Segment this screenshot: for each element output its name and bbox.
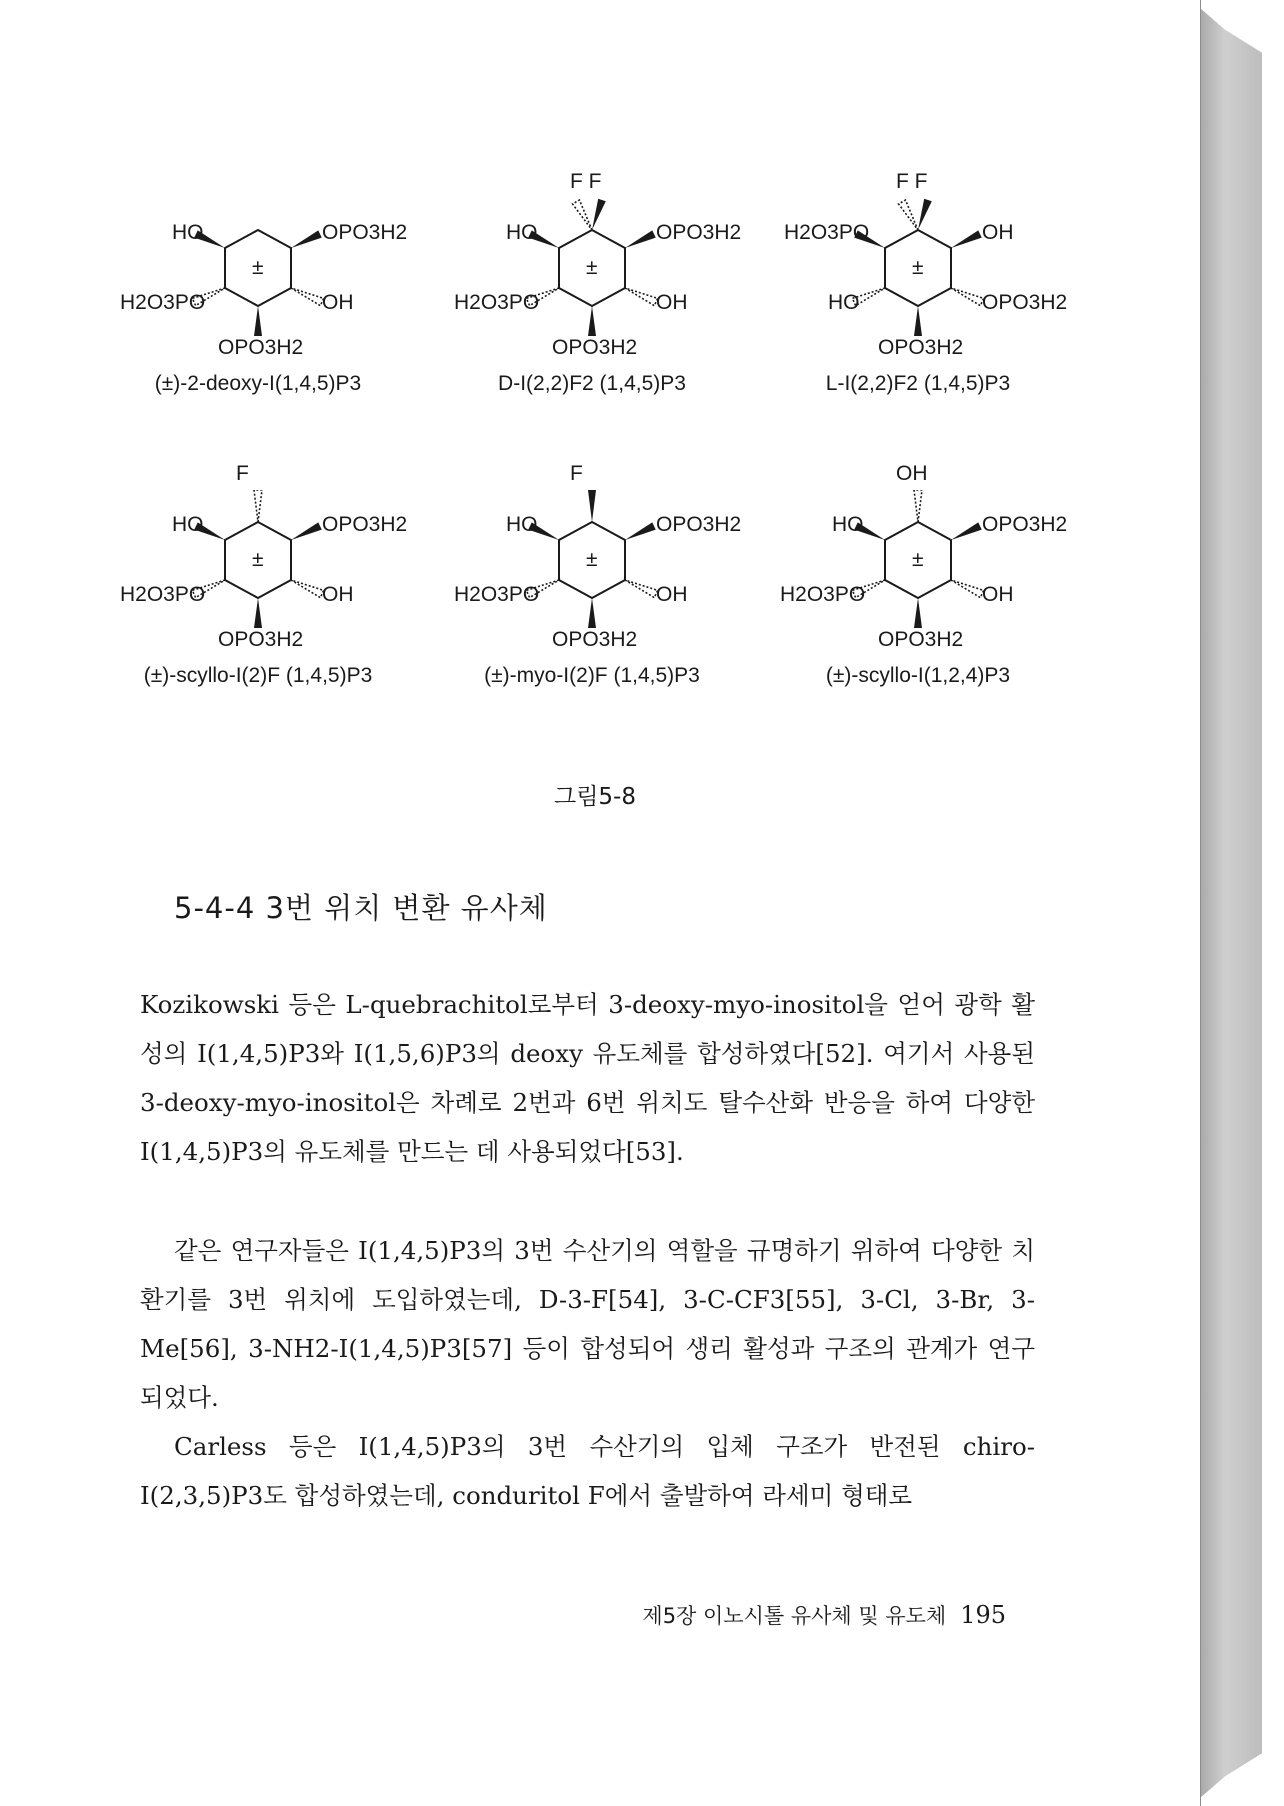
substituent-bottom: OPO3H2 — [878, 628, 964, 651]
racemic-mark: ± — [586, 256, 598, 279]
substituent-upper-right: OPO3H2 — [656, 221, 742, 244]
substituent-upper-left: HO — [506, 221, 538, 244]
substituent-top: F F — [570, 170, 602, 193]
bottom-wedge — [588, 598, 596, 628]
racemic-mark: ± — [586, 548, 598, 571]
bottom-wedge — [254, 598, 262, 628]
top-fluoro-wedge — [592, 199, 606, 230]
substituent-top: OH — [896, 462, 928, 485]
molecule-6 — [758, 462, 1078, 690]
substituent-lower-right: OH — [656, 291, 688, 314]
racemic-mark: ± — [912, 256, 924, 279]
footer-chapter-title: 제5장 이노시톨 유사체 및 유도체 — [642, 1604, 947, 1628]
substituent-bottom: OPO3H2 — [552, 336, 638, 359]
compound-name: (±)-myo-I(2)F (1,4,5)P3 — [484, 664, 700, 687]
substituent-lower-right: OH — [656, 583, 688, 606]
lower-right-hash — [951, 580, 984, 598]
lower-right-hash — [625, 580, 658, 598]
molecule-2 — [432, 170, 752, 398]
substituent-bottom: OPO3H2 — [218, 628, 304, 651]
top-hash — [914, 490, 922, 522]
racemic-mark: ± — [912, 548, 924, 571]
upper-right-wedge — [625, 522, 656, 540]
substituent-bottom: OPO3H2 — [552, 628, 638, 651]
substituent-upper-left: HO — [172, 221, 204, 244]
substituent-lower-right: OH — [322, 583, 354, 606]
book-edge-shadow — [1200, 8, 1262, 1798]
substituent-upper-right: OPO3H2 — [322, 221, 408, 244]
lower-right-hash — [291, 580, 324, 598]
molecule-5 — [432, 462, 752, 690]
substituent-lower-left: H2O3PO — [454, 583, 540, 606]
substituent-bottom: OPO3H2 — [218, 336, 304, 359]
substituent-lower-right: OH — [982, 583, 1014, 606]
figure-caption: 그림5-8 — [553, 784, 636, 810]
lower-right-hash — [625, 288, 658, 306]
molecule-4 — [98, 462, 418, 690]
compound-name: D-I(2,2)F2 (1,4,5)P3 — [498, 372, 686, 395]
substituent-lower-left: H2O3PO — [120, 583, 206, 606]
substituent-lower-left: HO — [828, 291, 860, 314]
bottom-wedge — [588, 306, 596, 336]
upper-right-wedge — [291, 230, 322, 248]
upper-right-wedge — [291, 522, 322, 540]
upper-right-wedge — [625, 230, 656, 248]
substituent-upper-left: H2O3PO — [784, 221, 870, 244]
paragraph-3: Carless 등은 I(1,4,5)P3의 3번 수산기의 입체 구조가 반전된 chiro-I(2,3,5)P3도 합성하였는데, conduritol F에서 출발하여 라세미 형태로 — [140, 1432, 1035, 1510]
compound-name: L-I(2,2)F2 (1,4,5)P3 — [825, 372, 1011, 395]
substituent-top: F — [570, 462, 583, 485]
substituent-upper-left: HO — [172, 513, 204, 536]
top-fluoro-hash — [573, 200, 592, 230]
substituent-upper-left: HO — [832, 513, 864, 536]
top-fluoro-hash — [899, 200, 918, 230]
substituent-upper-right: OPO3H2 — [982, 513, 1068, 536]
page-number: 195 — [960, 1601, 1006, 1629]
substituent-upper-right: OH — [982, 221, 1014, 244]
compound-name: (±)-2-deoxy-I(1,4,5)P3 — [154, 372, 362, 395]
paragraph-2: 같은 연구자들은 I(1,4,5)P3의 3번 수산기의 역할을 규명하기 위하여 다양한 치환기를 3번 위치에 도입하였는데, D-3-F[54], 3-C-CF3[55], 3-Cl, 3-Br, 3-Me[56], 3-NH2-I(1,4,5)P3[57] 등이 합성되어 생리 활성과 구조의 관계가 연구되었다. — [140, 1236, 1035, 1412]
page-footer — [642, 1600, 1006, 1630]
molecule-3 — [758, 170, 1078, 398]
upper-right-wedge — [951, 522, 982, 540]
substituent-upper-left: HO — [506, 513, 538, 536]
substituent-lower-left: H2O3PO — [454, 291, 540, 314]
compound-name: (±)-scyllo-I(1,2,4)P3 — [825, 664, 1011, 687]
bottom-wedge — [254, 306, 262, 336]
top-wedge — [588, 490, 596, 522]
bottom-wedge — [914, 598, 922, 628]
substituent-lower-right: OH — [322, 291, 354, 314]
racemic-mark: ± — [252, 548, 264, 571]
substituent-top: F F — [896, 170, 928, 193]
substituent-lower-left: H2O3PO — [120, 291, 206, 314]
paragraph-1: Kozikowski 등은 L-quebrachitol로부터 3-deoxy-myo-inositol을 얻어 광학 활성의 I(1,4,5)P3와 I(1,5,6)P3의 deoxy 유도체를 합성하였다[52]. 여기서 사용된 3-deoxy-myo-inositol은 차례로 2번과 6번 위치도 탈수산화 반응을 하여 다양한 I(1,4,5)P3의 유도체를 만드는 데 사용되었다[53]. — [140, 990, 1035, 1166]
racemic-mark: ± — [252, 256, 264, 279]
substituent-top: F — [236, 462, 249, 485]
upper-right-wedge — [951, 230, 982, 248]
substituent-upper-right: OPO3H2 — [656, 513, 742, 536]
substituent-lower-right: OPO3H2 — [982, 291, 1068, 314]
top-fluoro-wedge — [918, 199, 932, 230]
compound-name: (±)-scyllo-I(2)F (1,4,5)P3 — [143, 664, 373, 687]
section-heading: 5-4-4 3번 위치 변환 유사체 — [174, 891, 548, 925]
bottom-wedge — [914, 306, 922, 336]
lower-right-hash — [291, 288, 324, 306]
substituent-upper-right: OPO3H2 — [322, 513, 408, 536]
substituent-bottom: OPO3H2 — [878, 336, 964, 359]
molecule-1 — [98, 198, 418, 398]
top-hash — [254, 490, 262, 522]
lower-right-hash — [951, 288, 984, 306]
substituent-lower-left: H2O3PO — [780, 583, 866, 606]
